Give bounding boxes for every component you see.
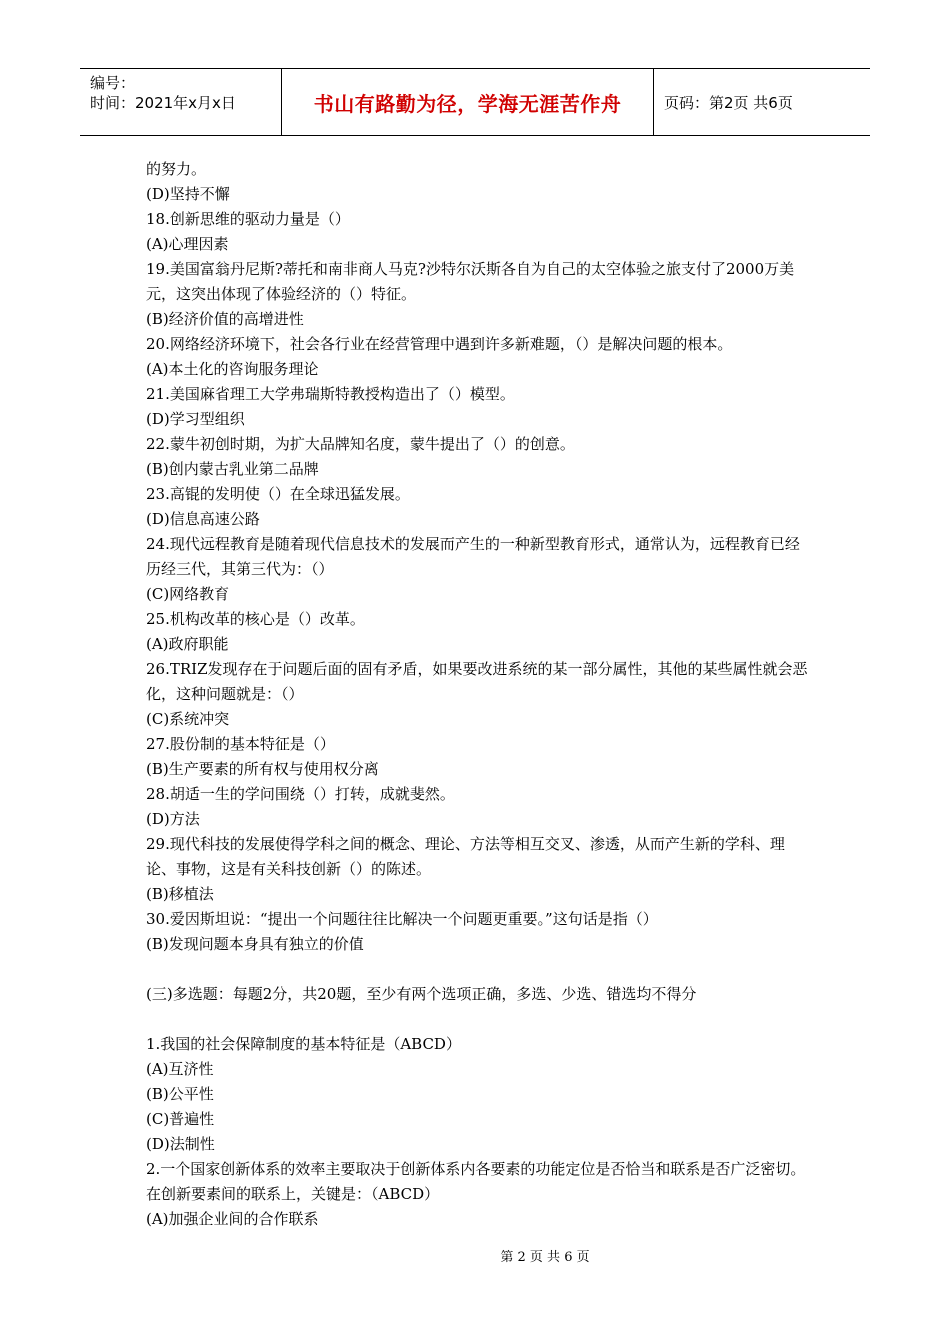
text-line: (C)普遍性 — [146, 1110, 215, 1128]
text-line: (C)系统冲突 — [146, 710, 230, 728]
text-line: (A)本土化的咨询服务理论 — [146, 360, 319, 378]
text-line: 24.现代远程教育是随着现代信息技术的发展而产生的一种新型教育形式，通常认为，远程教育已经历经三代，其第三代为：（） — [146, 535, 800, 578]
text-line: (B)生产要素的所有权与使用权分离 — [146, 760, 379, 778]
text-line: 27.股份制的基本特征是（） — [146, 735, 335, 753]
text-line: (B)经济价值的高增进性 — [146, 310, 304, 328]
text-line: (B)发现问题本身具有独立的价值 — [146, 935, 364, 953]
text-line: (D)坚持不懈 — [146, 185, 230, 203]
page-header — [80, 68, 870, 136]
blank-line — [146, 1007, 810, 1032]
text-line: 22.蒙牛初创时期，为扩大品牌知名度，蒙牛提出了（）的创意。 — [146, 435, 575, 453]
text-line: 1.我国的社会保障制度的基本特征是（ABCD） — [146, 1035, 461, 1053]
number-label: 编号： — [90, 74, 136, 92]
header-meta — [80, 69, 282, 135]
document-body — [146, 157, 810, 1232]
text-line: 30.爱因斯坦说：“提出一个问题往往比解决一个问题更重要。”这句话是指（） — [146, 910, 658, 928]
text-line: (A)互济性 — [146, 1060, 214, 1078]
text-line: (A)加强企业间的合作联系 — [146, 1210, 319, 1228]
text-line: (A)心理因素 — [146, 235, 229, 253]
text-line: 20.网络经济环境下，社会各行业在经营管理中遇到许多新难题，（）是解决问题的根本。 — [146, 335, 733, 353]
date-label: 时间：2021年x月x日 — [90, 94, 236, 112]
text-line: (B)创内蒙古乳业第二品牌 — [146, 460, 319, 478]
text-line: (A)政府职能 — [146, 635, 229, 653]
text-line: (B)公平性 — [146, 1085, 214, 1103]
header-motto: 书山有路勤为径，学海无涯苦作舟 — [282, 69, 654, 135]
text-line: 26.TRIZ发现存在于问题后面的固有矛盾，如果要改进系统的某一部分属性，其他的某些属性就会恶化，这种问题就是：（） — [146, 660, 808, 703]
text-line: (D)法制性 — [146, 1135, 215, 1153]
text-line: (D)信息高速公路 — [146, 510, 260, 528]
text-line: 2.一个国家创新体系的效率主要取决于创新体系内各要素的功能定位是否恰当和联系是否广泛密切。在创新要素间的联系上，关键是：（ABCD） — [146, 1160, 806, 1203]
text-line: 19.美国富翁丹尼斯?蒂托和南非商人马克?沙特尔沃斯各自为自己的太空体验之旅支付了2000万美元，这突出体现了体验经济的（）特征。 — [146, 260, 795, 303]
text-line: 29.现代科技的发展使得学科之间的概念、理论、方法等相互交叉、渗透，从而产生新的学科、理论、事物，这是有关科技创新（）的陈述。 — [146, 835, 785, 878]
text-line: (B)移植法 — [146, 885, 214, 903]
text-line: (D)学习型组织 — [146, 410, 245, 428]
blank-line — [146, 957, 810, 982]
text-line: (D)方法 — [146, 810, 200, 828]
page-footer: 第 2 页 共 6 页 — [500, 1250, 590, 1265]
text-line: 28.胡适一生的学问围绕（）打转，成就斐然。 — [146, 785, 455, 803]
text-line: (C)网络教育 — [146, 585, 230, 603]
text-line: 25.机构改革的核心是（）改革。 — [146, 610, 365, 628]
text-line: 18.创新思维的驱动力量是（） — [146, 210, 350, 228]
text-line: 的努力。 — [146, 160, 207, 178]
text-line: 23.高锟的发明使（）在全球迅猛发展。 — [146, 485, 410, 503]
text-line: 21.美国麻省理工大学弗瑞斯特教授构造出了（）模型。 — [146, 385, 515, 403]
text-line: (三)多选题：每题2分，共20题，至少有两个选项正确，多选、少选、错选均不得分 — [146, 985, 697, 1003]
header-page-label: 页码：第2页 共6页 — [664, 93, 793, 112]
